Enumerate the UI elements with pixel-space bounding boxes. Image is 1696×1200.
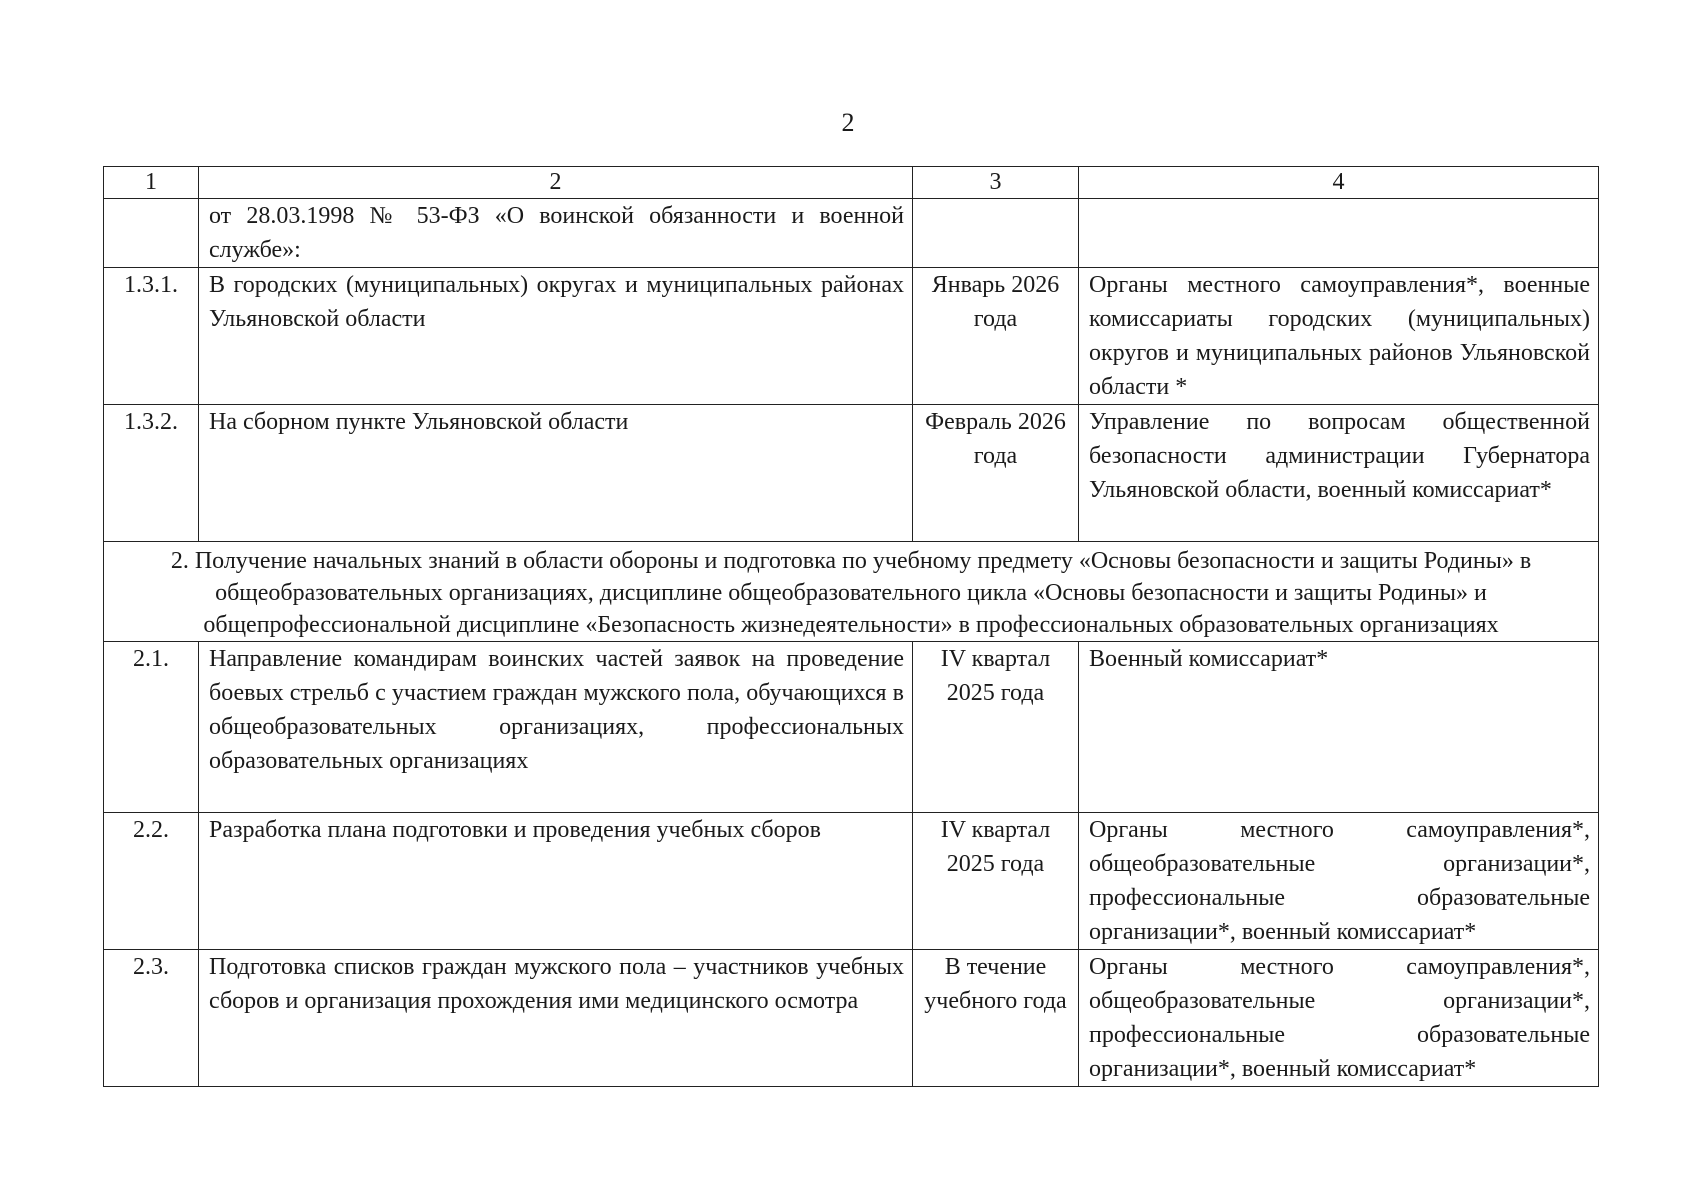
plan-table: [103, 166, 1599, 1087]
header-cell-3: 3: [913, 167, 1079, 199]
page-number: 2: [841, 108, 855, 137]
table-row-intro: [104, 199, 1599, 268]
row-term: Февраль 2026 года: [913, 405, 1079, 542]
row-number: 2.3.: [104, 950, 199, 1087]
row-executor: Органы местного самоуправления*, военные комиссариаты городских (муниципальных) округов и муниципальных районов Ульяновской области *: [1079, 268, 1599, 405]
table-header-row: [104, 167, 1599, 199]
table-row-1-3-1: [104, 268, 1599, 405]
table-row-2-3: [104, 950, 1599, 1087]
table-row-1-3-2: [104, 405, 1599, 542]
row-number: [104, 199, 199, 268]
row-number: 2.1.: [104, 642, 199, 813]
row-executor: Органы местного самоуправления*, общеобразовательные организации*, профессиональные образовательные организации*, военный комиссариат*: [1079, 950, 1599, 1087]
header-cell-1: 1: [104, 167, 199, 199]
row-text: Разработка плана подготовки и проведения учебных сборов: [199, 813, 913, 950]
row-number: 1.3.1.: [104, 268, 199, 405]
row-text: В городских (муниципальных) округах и муниципальных районах Ульяновской области: [199, 268, 913, 405]
row-term: Январь 2026 года: [913, 268, 1079, 405]
row-number: 2.2.: [104, 813, 199, 950]
row-term: [913, 199, 1079, 268]
row-text: Подготовка списков граждан мужского пола – участников учебных сборов и организация прохождения ими медицинского осмотра: [199, 950, 913, 1087]
row-term: IV квартал 2025 года: [913, 642, 1079, 813]
section-2-title: 2. Получение начальных знаний в области обороны и подготовка по учебному предмету «Основы безопасности и защиты Родины» в общеобразовательных организациях, дисциплине общеобразовательного цикла «Основы безопасности и защиты Родины» и общепрофессиональной дисциплине «Безопасность жизнедеятельности» в профессиональных образовательных организациях: [104, 542, 1599, 642]
table-row-2-1: [104, 642, 1599, 813]
row-executor: Управление по вопросам общественной безопасности администрации Губернатора Ульяновской области, военный комиссариат*: [1079, 405, 1599, 542]
row-text: На сборном пункте Ульяновской области: [199, 405, 913, 542]
row-text: от 28.03.1998 № 53-ФЗ «О воинской обязанности и военной службе»:: [199, 199, 913, 268]
header-cell-4: 4: [1079, 167, 1599, 199]
row-term: IV квартал 2025 года: [913, 813, 1079, 950]
row-term: В течение учебного года: [913, 950, 1079, 1087]
row-executor: Военный комиссариат*: [1079, 642, 1599, 813]
row-executor: [1079, 199, 1599, 268]
section-2-heading-row: [104, 542, 1599, 642]
row-number: 1.3.2.: [104, 405, 199, 542]
row-text: Направление командирам воинских частей заявок на проведение боевых стрельб с участием граждан мужского пола, обучающихся в общеобразовательных организациях, профессиональных образовательных организациях: [199, 642, 913, 813]
row-executor: Органы местного самоуправления*, общеобразовательные организации*, профессиональные образовательные организации*, военный комиссариат*: [1079, 813, 1599, 950]
header-cell-2: 2: [199, 167, 913, 199]
table-row-2-2: [104, 813, 1599, 950]
